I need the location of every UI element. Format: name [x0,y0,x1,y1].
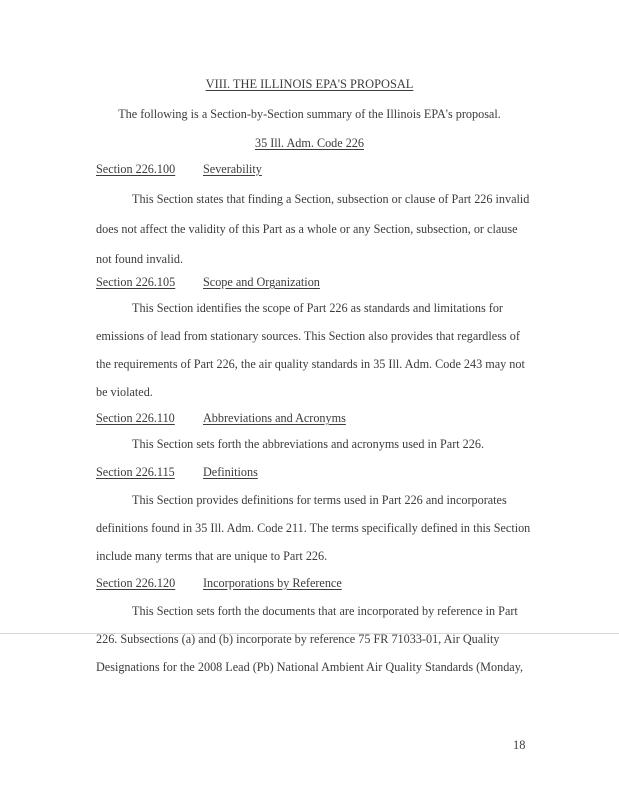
body-line: This Section provides definitions for terms used in Part 226 and incorporates [132,493,507,507]
section-number: Section 226.115 [96,465,175,479]
body-line: This Section identifies the scope of Part 226 as standards and limitations for [132,301,503,315]
section-number: Section 226.110 [96,411,175,425]
body-line: not found invalid. [96,252,183,266]
body-line: be violated. [96,385,153,399]
code-title: 35 Ill. Adm. Code 226 [254,136,364,150]
section-number: Section 226.100 [96,162,176,176]
body-line: include many terms that are unique to Part 226. [96,549,328,563]
body-line: definitions found in 35 Ill. Adm. Code 211. The terms specifically defined in this Section [96,521,531,535]
body-line: This Section sets forth the abbreviations and acronyms used in Part 226. [132,437,485,451]
body-line: This Section sets forth the documents that are incorporated by reference in Part [132,604,518,618]
body-line: This Section states that finding a Section, subsection or clause of Part 226 invalid [132,192,530,206]
page-number: 18 [513,738,526,752]
section-title: Severability [203,162,262,176]
section-heading: VIII. THE ILLINOIS EPA'S PROPOSAL [205,77,414,91]
body-line: emissions of lead from stationary sources. This Section also provides that regardless of [96,329,520,343]
section-number: Section 226.120 [96,576,176,590]
body-line: Designations for the 2008 Lead (Pb) National Ambient Air Quality Standards (Monday, [96,660,524,674]
section-title: Abbreviations and Acronyms [203,411,346,425]
body-line: the requirements of Part 226, the air quality standards in 35 Ill. Adm. Code 243 may not [96,357,525,371]
section-number: Section 226.105 [96,275,176,289]
section-title: Incorporations by Reference [203,576,342,590]
section-title: Scope and Organization [203,275,320,289]
section-title: Definitions [203,465,258,479]
intro-text: The following is a Section-by-Section summary of the Illinois EPA's proposal. [118,107,501,121]
body-line: does not affect the validity of this Part as a whole or any Section, subsection, or clause [96,222,518,236]
body-line: 226. Subsections (a) and (b) incorporate by reference 75 FR 71033-01, Air Quality [96,632,500,646]
